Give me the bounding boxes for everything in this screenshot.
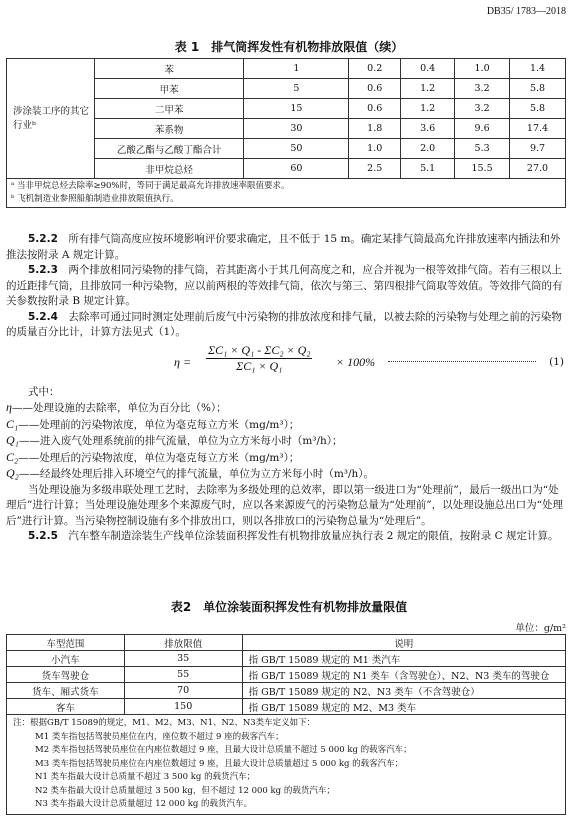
table-row: [7, 699, 566, 715]
limit-cell: 35: [124, 651, 242, 667]
definition: [6, 433, 568, 450]
def-symbol: Q₁: [6, 433, 19, 447]
def-symbol: C₂: [6, 449, 19, 464]
def-text: ——处理后的污染物浓度，单位为毫克每立方米（mg/m³）；: [18, 451, 300, 464]
table-row: [7, 59, 566, 79]
limit-cell: 60: [244, 159, 349, 179]
rate-cell: 3.2: [455, 99, 510, 119]
pollutant-cell: 甲苯: [94, 79, 244, 99]
rate-cell: 9.7: [510, 139, 566, 159]
formula-number: (1): [549, 355, 564, 368]
limit-cell: 30: [244, 119, 349, 139]
table2-unit: 单位：g/m²: [515, 623, 566, 634]
rate-cell: 1.2: [401, 79, 455, 99]
rate-cell: 0.2: [349, 59, 401, 79]
definition: [6, 466, 568, 483]
vehicle-type-cell: 货车驾驶仓: [7, 667, 125, 683]
rate-cell: 1.0: [349, 139, 401, 159]
note-line: N1 类车指最大设计总质量不超过 3 500 kg 的载货汽车；: [35, 772, 256, 782]
rate-cell: 3.2: [455, 79, 510, 99]
vehicle-type-cell: 货车、厢式货车: [7, 683, 125, 699]
formula-lhs: η =: [174, 354, 192, 369]
limit-cell: 5: [244, 79, 349, 99]
pollutant-cell: 非甲烷总烃: [94, 159, 244, 179]
section-number: 5.2.2: [28, 233, 58, 245]
formula-numerator: ΣC₁ × Q₁ - ΣC₂ × Q₂: [206, 343, 312, 360]
formula-fraction: [206, 343, 312, 375]
section-number: 5.2.3: [28, 264, 58, 276]
section-5-2-4: 去除率可通过同时测定处理前后废气中污染物的排放浓度和排气量，以被去除的污染物与处理之前的污染物的质量百分比计，计算方法见式（1）。: [6, 310, 562, 338]
footnote-b: ᵇ 飞机制造业参照船舶制造业排放限值执行。: [11, 194, 179, 204]
rate-cell: 0.6: [349, 99, 401, 119]
rate-cell: 17.4: [510, 119, 566, 139]
description-cell: 指 GB/T 15089 规定的 N2、N3 类车（不含驾驶仓）: [242, 683, 565, 699]
table2-notes: [7, 715, 566, 815]
def-symbol: Q₂: [6, 466, 19, 480]
limit-cell: 15: [244, 99, 349, 119]
def-symbol: η: [6, 400, 12, 414]
note-line: M1 类车指包括驾驶员座位在内，座位数不超过 9 座的载客汽车；: [35, 731, 284, 742]
limit-cell: 70: [124, 683, 242, 699]
definition: [6, 417, 568, 434]
column-header: 说明: [242, 635, 565, 651]
limit-cell: 50: [244, 139, 349, 159]
column-header: 排放限值: [124, 635, 242, 651]
rate-cell: 9.6: [455, 119, 510, 139]
note-line: M2 类车指包括驾驶员座位在内座位数超过 9 座，且最大设计总质量不超过 5 000 kg 的载客汽车；: [35, 745, 412, 755]
note-line: N2 类车指最大设计总质量超过 3 500 kg，但不超过 12 000 kg 的载货汽车；: [35, 785, 335, 796]
rate-cell: 5.8: [510, 99, 566, 119]
formula-tail: × 100%: [336, 354, 376, 369]
description-cell: 指 GB/T 15089 规定的 M2、M3 类车: [242, 699, 565, 715]
note-line: N3 类车指最大设计总质量超过 12 000 kg 的载货汽车。: [35, 799, 252, 809]
section-5-2-5: 汽车整车制造涂装生产线单位涂装面积挥发性有机物排放量应执行表 2 规定的限值，按附录 C 规定计算。: [68, 530, 559, 542]
limit-cell: 1: [244, 59, 349, 79]
section-number: 5.2.4: [28, 310, 58, 323]
definition: [6, 450, 568, 467]
rate-cell: 2.5: [349, 159, 401, 179]
rate-cell: 5.3: [455, 139, 510, 159]
limit-cell: 55: [124, 667, 242, 683]
vehicle-type-cell: 小汽车: [7, 651, 125, 667]
table2-caption: 表2 单位涂装面积挥发性有机物排放量限值: [170, 600, 408, 614]
table2: [6, 634, 566, 815]
note-line: M3 类车指包括驾驶员座位在内座位数超过 9 座，且最大设计总质量超过 5 000 kg 的载客汽车；: [35, 758, 404, 769]
section-number: 5.2.5: [28, 530, 58, 542]
table-row: [7, 683, 566, 699]
formula-denominator: ΣC₁ × Q₁: [236, 359, 283, 373]
multi-stage-paragraph: 当处理设施为多级串联处理工艺时，去除率为多级处理的总效率，即以第一级进口为“处理前”，最后一级出口为“处理后”进行计算；当处理设施处理多个来源废气时，应以各来源废气的污染物总量为“处理前”，以处理设施总出口为“处理后”进行计算。当污染物控制设施有多个排放出口，则以各排放口的污染物总量为“处理后”。: [6, 483, 563, 527]
def-text: ——处理设施的去除率，单位为百分比（%）；: [11, 402, 227, 414]
rate-cell: 1.4: [510, 59, 566, 79]
table1-caption: 表 1 排气筒挥发性有机物排放限值（续）: [174, 40, 404, 54]
pollutant-cell: 苯: [94, 59, 244, 79]
rate-cell: 5.1: [401, 159, 455, 179]
description-cell: 指 GB/T 15089 规定的 N1 类车（含驾驶仓）、N2、N3 类车的驾驶仓: [242, 667, 565, 683]
section-5-2-2: 所有排气筒高度应按环境影响评价要求确定，且不低于 15 m。确定某排气筒最高允许排放速率内插法和外推法按附录 A 规定计算。: [6, 233, 561, 261]
formula: [6, 343, 568, 383]
rate-cell: 1.0: [455, 59, 510, 79]
table-row: [7, 667, 566, 683]
limit-cell: 150: [124, 699, 242, 715]
pollutant-cell: 苯系物: [94, 119, 244, 139]
rate-cell: 15.5: [455, 159, 510, 179]
definition: [6, 400, 568, 417]
where-label: 式中：: [28, 385, 60, 398]
description-cell: 指 GB/T 15089 规定的 M1 类汽车: [242, 651, 565, 667]
def-text: ——经最终处理后排入环境空气的排气流量，单位为立方米每小时（m³/h）。: [18, 468, 375, 480]
def-symbol: C₁: [6, 416, 19, 431]
document-id: DB35/ 1783—2018: [486, 6, 566, 17]
rate-cell: 3.6: [401, 119, 455, 139]
footnote-a: ᵃ 当非甲烷总烃去除率≥90%时，等同于满足最高允许排放速率限值要求。: [11, 181, 290, 191]
rate-cell: 5.8: [510, 79, 566, 99]
column-header: 车型范围: [7, 635, 125, 651]
table1: [6, 58, 566, 208]
note-title: 注：根据GB/T 15089的规定，M1、M2、M3、N1、N2、N3类车定义如下：: [13, 718, 316, 728]
def-text: ——进入废气处理系统前的排气流量，单位为立方米每小时（m³/h）；: [18, 435, 343, 447]
vehicle-type-cell: 客车: [7, 699, 125, 715]
table1-category: 涉涂装工序的其它行业ᵇ: [7, 59, 95, 179]
rate-cell: 0.6: [349, 79, 401, 99]
rate-cell: 1.8: [349, 119, 401, 139]
rate-cell: 0.4: [401, 59, 455, 79]
rate-cell: 27.0: [510, 159, 566, 179]
def-text: ——处理前的污染物浓度，单位为毫克每立方米（mg/m³）；: [18, 418, 300, 431]
rate-cell: 2.0: [401, 139, 455, 159]
body-text: [6, 232, 568, 545]
table-row: [7, 651, 566, 667]
table-header-row: [7, 635, 566, 651]
table1-notes: [7, 179, 566, 208]
pollutant-cell: 二甲苯: [94, 99, 244, 119]
formula-leader: [388, 361, 536, 362]
section-5-2-3: 两个排放相同污染物的排气筒，若其距离小于其几何高度之和，应合并视为一根等效排气筒。若有三根以上的近距排气筒，且排放同一种污染物，应以前两根的等效排气筒，依次与第三、第四根排气筒取等效值。等效排气筒的有关参数按附录 B 规定计算。: [6, 264, 563, 307]
pollutant-cell: 乙酸乙酯与乙酸丁酯合计: [94, 139, 244, 159]
rate-cell: 1.2: [401, 99, 455, 119]
